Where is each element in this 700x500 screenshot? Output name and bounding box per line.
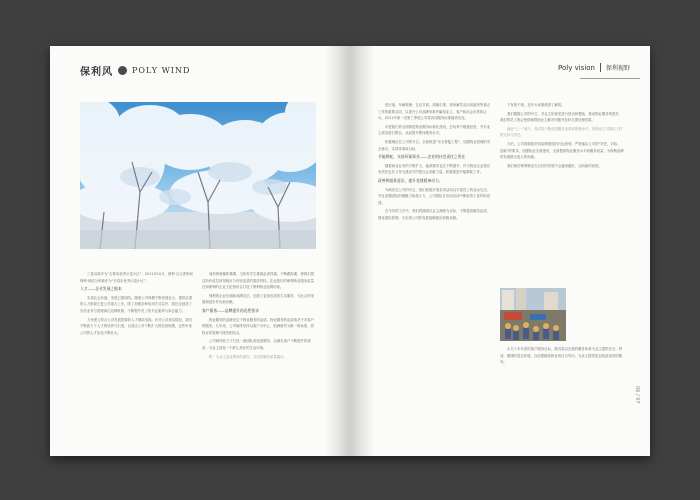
article-paragraph: 进行值、车辆管理、礼仪方面、面貌引领、现场解答及活动组织等重点工作的重要活动，以提升公司品牌形象并赢得业主、客户和社会各界的认可。2011年第一至第三季度公司将各项服务标准落到实处。: [378, 103, 491, 121]
community-event-photo: [500, 288, 566, 341]
article-paragraph: 3.关于本年度的客户服务目标，我们将以完善的服务体系为业主提供安全、舒适、便捷的居住环境，以创建精品物业项目为导向，为业主提供更加优质高效的服务。: [500, 347, 623, 365]
article-paragraph: 力争建立符合公司发展需要的人才梯队结构。针对公司现实情况，我们不断致力于人才的培养与引进，以适应公司不断扩大的经营规模，这些年来公司的人才队伍不断壮大。: [80, 317, 193, 335]
magazine-spread: [50, 46, 650, 456]
brand-name-cn: 保利风: [80, 67, 113, 78]
article-paragraph: 我们相信保利物业在以后的发展中会越来越好，迈向新的高度。: [507, 163, 602, 168]
right-column-2-continued: [500, 346, 624, 368]
right-page: [350, 46, 650, 456]
photo-spacer: [500, 171, 624, 233]
article-paragraph: 下发的千事，近年大家都熟悉了解的。: [507, 103, 565, 107]
section-subheading: 节能降耗，支持环保事业——企业的社会责任之所在: [378, 154, 466, 160]
page-gutter-shadow: [350, 46, 374, 456]
article-paragraph: 公司始终致力于打造一流团队和优质服务，以满足客户不断提升的需求，为业主营造一个舒心美好的生活环境。: [202, 339, 311, 350]
snow-trees-photo: [80, 102, 316, 249]
header-rule: [580, 78, 640, 79]
right-column-2: [500, 102, 624, 233]
left-column-2: [202, 271, 316, 362]
article-paragraph: 实现社会价值，发展已靠团结。随着公司规模不断发展壮大，提供必需的人力资源已是公司重大工作。除了加强各种培训方式以外，我们还创造了各类业务与管理岗位竞聘机制，不断提升员工的专业素养与岗位能力。: [80, 295, 193, 313]
article-paragraph: 今后，公司将继续坚持品牌建设的长远规划，严格落实公司的“责任、对标、创新”的要求，加强队伍全面建设，全面提高物业服务水平和服务质量，为保利品牌的发展做出更大的贡献。: [500, 141, 624, 160]
left-column-1: [80, 271, 193, 338]
article-note: 附：为业主量化费用的落实，共同把服务质量做好。: [209, 354, 287, 359]
right-column-1: [378, 102, 492, 224]
page-number: 06 / 07: [634, 386, 640, 404]
article-paragraph: 我们跟随公司的号召，对业主的意见进行回访和整改，推动物业服务的提升，我们的员工都会热情地帮助业主解决问题并及时反馈处理结果。: [500, 111, 623, 123]
article-paragraph: 年度我们将全面推进物业服务标准化建设，总结每个楼盘经验，并对业主需求进行整合，从而提升整体服务水平。: [378, 124, 491, 136]
section-title-en: Poly vision: [558, 63, 595, 72]
section-header: [558, 63, 630, 72]
article-note: 值此“七一”前夕，我们将不断改进服务品质和管理水平，回报业主对我们工作的支持与信任。: [500, 126, 623, 138]
article-paragraph: 三喜双被评为“吉林省优秀示范小区”；2011年10月，保利·百合香州和保利·林语分别被评为“长春市优秀示范小区”。: [80, 272, 193, 283]
article-paragraph: 在今年的工作中，我们将继续以业主满意为目标，不断提高服务品质，强化团队管理，为实现公司的发展战略做出积极贡献。: [378, 209, 491, 220]
page-gutter-shadow: [326, 46, 350, 456]
section-subheading: 客户服务——品牌提升的必然要求: [202, 307, 259, 313]
brand-header: [80, 63, 190, 78]
article-paragraph: 积极响应总公司的号召，全面推进“安全着陆工程”，加强物业管理的安全意识，实现零事故目标。: [378, 139, 491, 151]
section-title-cn: 保利视野: [605, 65, 630, 72]
article-paragraph: 物业服务的品牌决定于物业服务的品质。物业服务的品质取决于对客户的服务。几年来，公司始终坚持以客户为中心，把满意作为唯一的标准，将物业的管理与服务相结合。: [202, 317, 315, 335]
article-paragraph: 为响应总公司的号召，我们积极开展各项活动以丰富员工的业余生活，并且加强团队的凝聚力和战斗力，公司团队在各项活动中都取得了优异的成绩。: [378, 187, 491, 205]
left-page: [50, 46, 350, 456]
article-paragraph: 保利的企业价值和品牌定位，创造了更加优质的生活服务，为社会的发展和进步作出新贡献。: [202, 293, 315, 305]
article-paragraph: 随着商业业务的不断扩大，能源需求也在不断提升，作为物业企业我们有责任也有义务为建设节约型社会贡献力量，积极推进节能降耗工作。: [378, 163, 491, 175]
header-divider: [600, 63, 601, 72]
section-subheading: 改善和服务意识，提升党建精神动力。: [378, 177, 443, 183]
article-paragraph: 而形势就像阶梯课，当所有学生都就必须得通，不断跟踪课，使我们把这所有成员获得相应与有转变质的素质材料。在此我们的保利物业服务质量在和保利的企业文化相结合打造了保利物业品牌形象。: [202, 272, 315, 290]
event-illustration: [500, 288, 566, 341]
logo-icon: [118, 66, 127, 75]
snow-trees-illustration: [80, 102, 316, 249]
brand-name-en: POLY WIND: [132, 66, 191, 75]
section-subheading: 人才——企业发展之根本: [80, 286, 122, 292]
